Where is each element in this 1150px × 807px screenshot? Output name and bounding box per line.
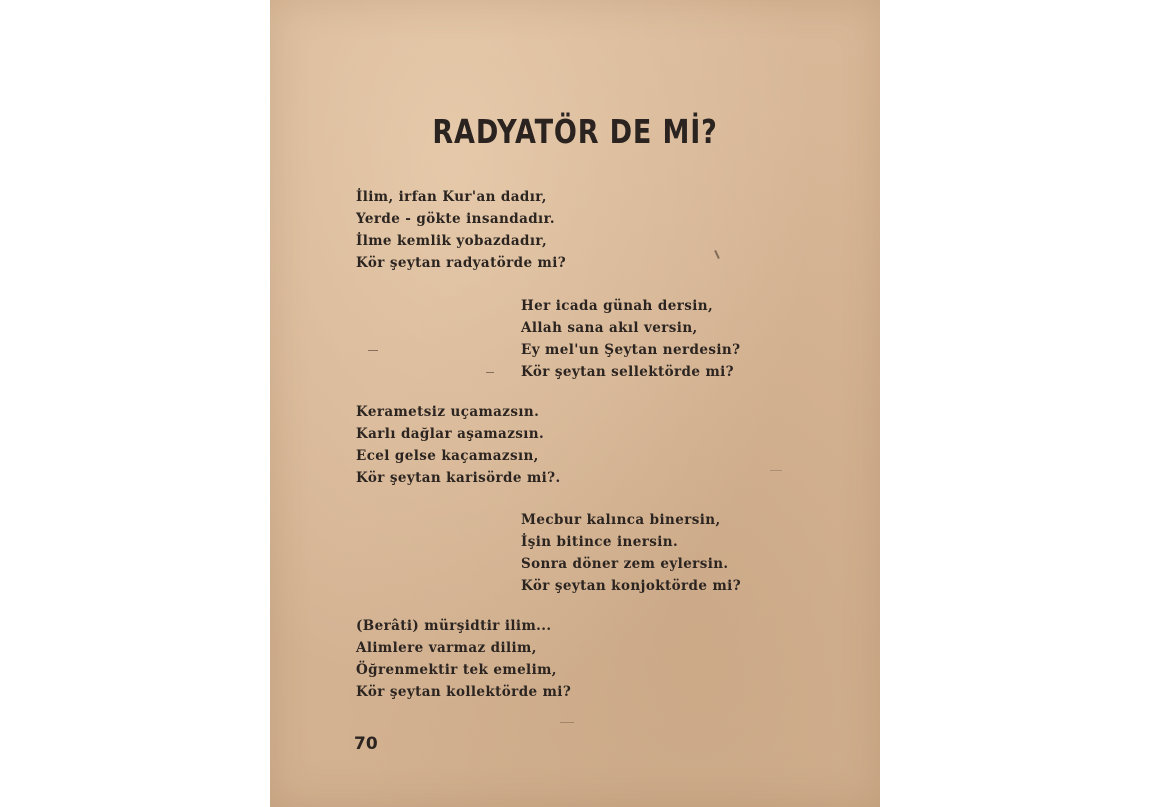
paper-speck [486,372,494,373]
stanza-line: Allah sana akıl versin, [521,320,698,336]
paper-speck [560,722,574,723]
stanza-line: Ecel gelse kaçamazsın, [356,448,539,464]
stanza-line: Kör şeytan sellektörde mi? [521,364,734,380]
poem-title: RADYATÖR DE Mİ? [432,112,718,151]
stanza-line: Öğrenmektir tek emelim, [356,662,557,678]
stanza-line: Kör şeytan radyatörde mi? [356,255,567,271]
stanza-3 [356,401,561,489]
stanza-line: Kör şeytan kollektörde mi? [356,684,572,700]
stanza-line: İşin bitince inersin. [521,534,679,550]
stanza-4 [521,509,741,597]
stanza-line: İlme kemlik yobazdadır, [356,233,548,249]
stanza-line: Kör şeytan konjoktörde mi? [521,578,742,594]
stanza-1 [356,186,566,274]
book-page [270,0,880,807]
stanza-2 [521,295,740,383]
stanza-line: (Berâti) mürşidtir ilim... [356,618,552,634]
stanza-line: Mecbur kalınca binersin, [521,512,721,528]
stanza-line: Karlı dağlar aşamazsın. [356,426,545,442]
stanza-line: Her icada günah dersin, [521,298,714,314]
page-number: 70 [354,734,378,754]
paper-speck [770,470,782,471]
stanza-line: Sonra döner zem eylersin. [521,556,729,572]
stanza-line: Kerametsiz uçamazsın. [356,404,540,420]
paper-speck [714,250,720,259]
stanza-5 [356,615,571,703]
stanza-line: Ey mel'un Şeytan nerdesin? [521,342,741,358]
paper-speck [368,350,378,351]
stanza-line: İlim, irfan Kur'an dadır, [356,189,547,205]
stanza-line: Alimlere varmaz dilim, [356,640,537,656]
stanza-line: Kör şeytan karisörde mi?. [356,470,561,486]
stanza-line: Yerde - gökte insandadır. [356,211,555,227]
